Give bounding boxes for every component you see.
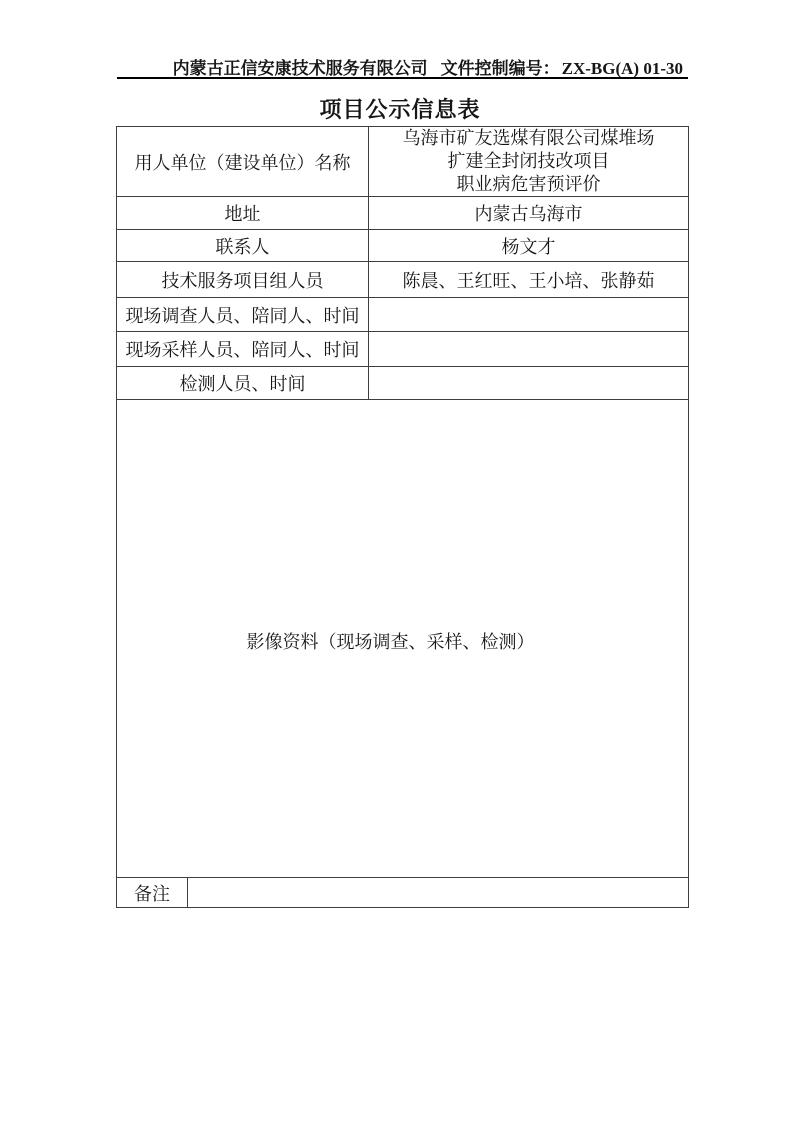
address-label: 地址: [117, 197, 369, 230]
project-info-table: [116, 126, 689, 908]
table-row-testing: [117, 367, 689, 400]
testing-value: [369, 367, 689, 400]
contact-value: 杨文才: [369, 230, 689, 262]
table-row-address: [117, 197, 689, 230]
table-row-employer: [117, 127, 689, 197]
employer-value-line: 扩建全封闭技改项目: [447, 151, 610, 171]
media-section-cell: [117, 400, 689, 878]
header-divider: [117, 77, 688, 79]
table-row-contact: [117, 230, 689, 262]
site-survey-label: 现场调查人员、陪同人、时间: [117, 298, 369, 332]
page-header: [117, 54, 683, 79]
testing-label: 检测人员、时间: [117, 367, 369, 400]
doc-control-code: ZX-BG(A) 01-30: [561, 59, 683, 78]
table-row-remark: [117, 878, 689, 908]
employer-value: [369, 127, 689, 197]
contact-label: 联系人: [117, 230, 369, 262]
table-row-site-survey: [117, 298, 689, 332]
remark-label: 备注: [117, 878, 188, 908]
team-label: 技术服务项目组人员: [117, 262, 369, 298]
media-section-title: 影像资料（现场调查、采样、检测）: [246, 632, 535, 652]
address-value: 内蒙古乌海市: [369, 197, 689, 230]
employer-value-line: 乌海市矿友选煤有限公司煤堆场: [402, 128, 655, 148]
employer-value-line: 职业病危害预评价: [456, 174, 601, 194]
table-row-sampling: [117, 332, 689, 367]
team-value: 陈晨、王红旺、王小培、张静茹: [369, 262, 689, 298]
company-name: 内蒙古正信安康技术服务有限公司: [172, 59, 428, 78]
page-title: 项目公示信息表: [319, 97, 481, 122]
table-row-media: [117, 400, 689, 878]
table-row-team: [117, 262, 689, 298]
sampling-value: [369, 332, 689, 367]
remark-value: [188, 878, 689, 908]
employer-label: 用人单位（建设单位）名称: [117, 127, 369, 197]
site-survey-value: [369, 298, 689, 332]
sampling-label: 现场采样人员、陪同人、时间: [117, 332, 369, 367]
doc-control-label: 文件控制编号：: [440, 59, 560, 78]
